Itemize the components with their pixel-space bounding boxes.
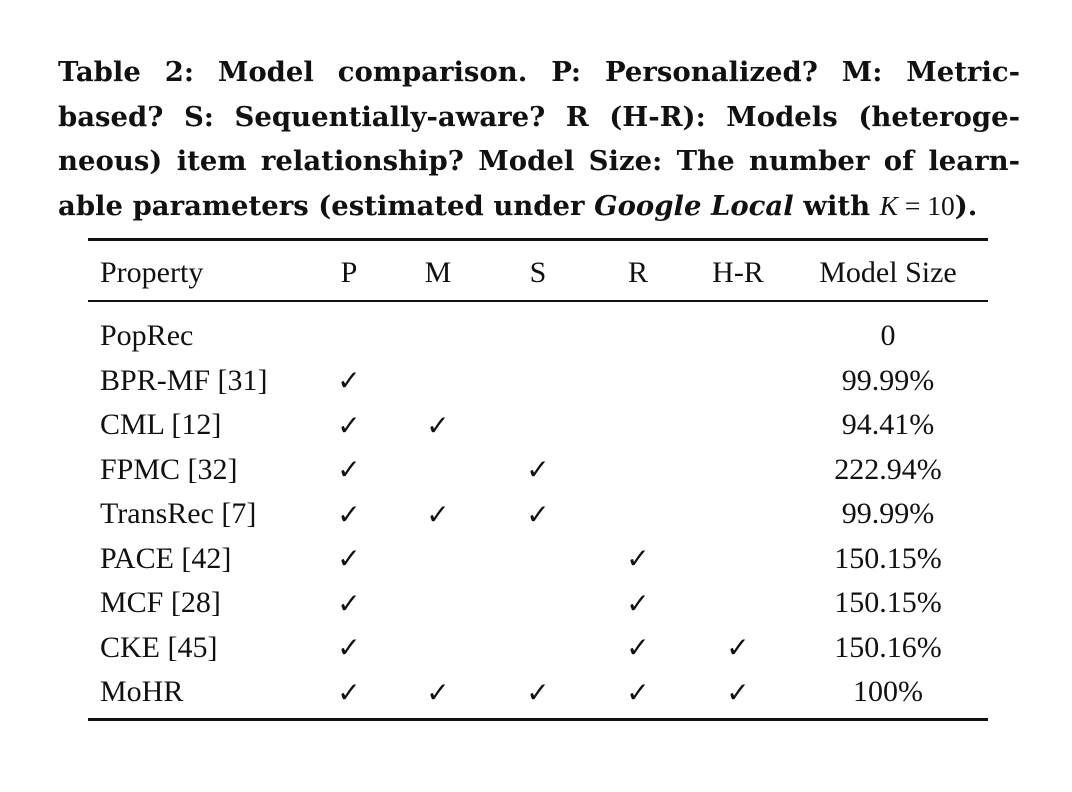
check-cell-hr	[688, 448, 788, 493]
table-row	[88, 626, 988, 671]
check-cell-r	[588, 314, 688, 359]
check-cell-hr	[688, 403, 788, 448]
check-cell-s	[488, 359, 588, 404]
check-cell-r	[588, 448, 688, 493]
model-name: TransRec [7]	[100, 497, 257, 531]
check-cell-m	[388, 448, 488, 493]
check-cell-hr: ✓	[726, 631, 750, 665]
check-cell-s: ✓	[526, 497, 550, 531]
table-row	[88, 403, 988, 448]
table-row	[88, 492, 988, 537]
table-row	[88, 448, 988, 493]
table-body	[88, 314, 988, 715]
check-cell-hr	[688, 359, 788, 404]
header-m: M	[424, 256, 452, 289]
header-row	[88, 246, 988, 300]
caption-value: = 10	[898, 189, 955, 221]
model-name: MCF [28]	[100, 586, 221, 620]
check-cell-r	[588, 359, 688, 404]
table-header	[88, 246, 988, 300]
check-cell-m: ✓	[426, 497, 450, 531]
check-cell-s	[488, 626, 588, 671]
caption-text: Table 2: Model comparison. P: Personalized? M: Metric-based? S: Sequentially-aware? R (H-R): Models (heterogeneous) item relationship? Model Size: The number of learnable parameters (estimated under	[58, 56, 1020, 222]
bottom-rule	[88, 718, 988, 721]
check-cell-p: ✓	[337, 631, 361, 665]
check-cell-s	[488, 403, 588, 448]
check-cell-r: ✓	[626, 631, 650, 665]
model-size-value: 150.16%	[834, 630, 942, 664]
check-cell-s	[488, 314, 588, 359]
top-rule	[88, 238, 988, 241]
model-name: PACE [42]	[100, 541, 232, 575]
check-cell-r	[588, 492, 688, 537]
model-name: FPMC [32]	[100, 452, 238, 486]
check-cell-m: ✓	[426, 408, 450, 442]
check-cell-m: ✓	[426, 675, 450, 709]
check-cell-s: ✓	[526, 675, 550, 709]
caption-variable: K	[879, 189, 899, 221]
check-cell-m	[388, 359, 488, 404]
table-row	[88, 314, 988, 359]
check-cell-p: ✓	[337, 453, 361, 487]
header-s: S	[529, 256, 547, 289]
check-cell-r: ✓	[626, 586, 650, 620]
check-cell-hr	[688, 537, 788, 582]
header-model-size: Model Size	[819, 256, 957, 289]
check-cell-s	[488, 581, 588, 626]
table-caption	[58, 50, 1020, 228]
table-row	[88, 670, 988, 715]
caption-end: ).	[954, 189, 978, 222]
check-cell-hr	[688, 492, 788, 537]
check-cell-hr	[688, 314, 788, 359]
model-size-value: 150.15%	[834, 586, 942, 620]
header-r: R	[627, 256, 648, 289]
model-name: CKE [45]	[100, 630, 218, 664]
table-row	[88, 359, 988, 404]
caption-with: with	[793, 189, 880, 222]
check-cell-s: ✓	[526, 453, 550, 487]
check-cell-p: ✓	[337, 497, 361, 531]
model-size-value: 99.99%	[841, 497, 935, 531]
check-cell-r: ✓	[626, 542, 650, 576]
check-cell-hr: ✓	[726, 675, 750, 709]
check-cell-hr	[688, 581, 788, 626]
model-size-value: 100%	[853, 675, 923, 709]
check-cell-m	[388, 314, 488, 359]
header-property: Property	[100, 256, 204, 289]
check-cell-p	[310, 314, 388, 359]
header-rule	[88, 300, 988, 302]
check-cell-p: ✓	[337, 586, 361, 620]
model-name: CML [12]	[100, 408, 222, 442]
check-cell-p: ✓	[337, 364, 361, 398]
model-size-value: 0	[880, 319, 896, 353]
model-name: BPR-MF [31]	[100, 363, 268, 397]
model-size-value: 222.94%	[834, 452, 942, 486]
check-cell-r: ✓	[626, 675, 650, 709]
check-cell-m	[388, 537, 488, 582]
model-name: MoHR	[100, 675, 184, 709]
check-cell-p: ✓	[337, 542, 361, 576]
caption-formula	[880, 190, 955, 221]
check-cell-m	[388, 626, 488, 671]
model-name: PopRec	[100, 319, 194, 353]
caption-dataset: Google Local	[594, 189, 794, 222]
check-cell-s	[488, 537, 588, 582]
check-cell-m	[388, 581, 488, 626]
check-cell-p: ✓	[337, 675, 361, 709]
check-cell-r	[588, 403, 688, 448]
table-row	[88, 537, 988, 582]
comparison-table	[88, 314, 988, 715]
header-p: P	[340, 256, 358, 289]
table-row	[88, 581, 988, 626]
model-size-value: 99.99%	[841, 363, 935, 397]
model-size-value: 150.15%	[834, 541, 942, 575]
model-size-value: 94.41%	[841, 408, 935, 442]
header-hr: H-R	[712, 256, 764, 289]
check-cell-p: ✓	[337, 408, 361, 442]
